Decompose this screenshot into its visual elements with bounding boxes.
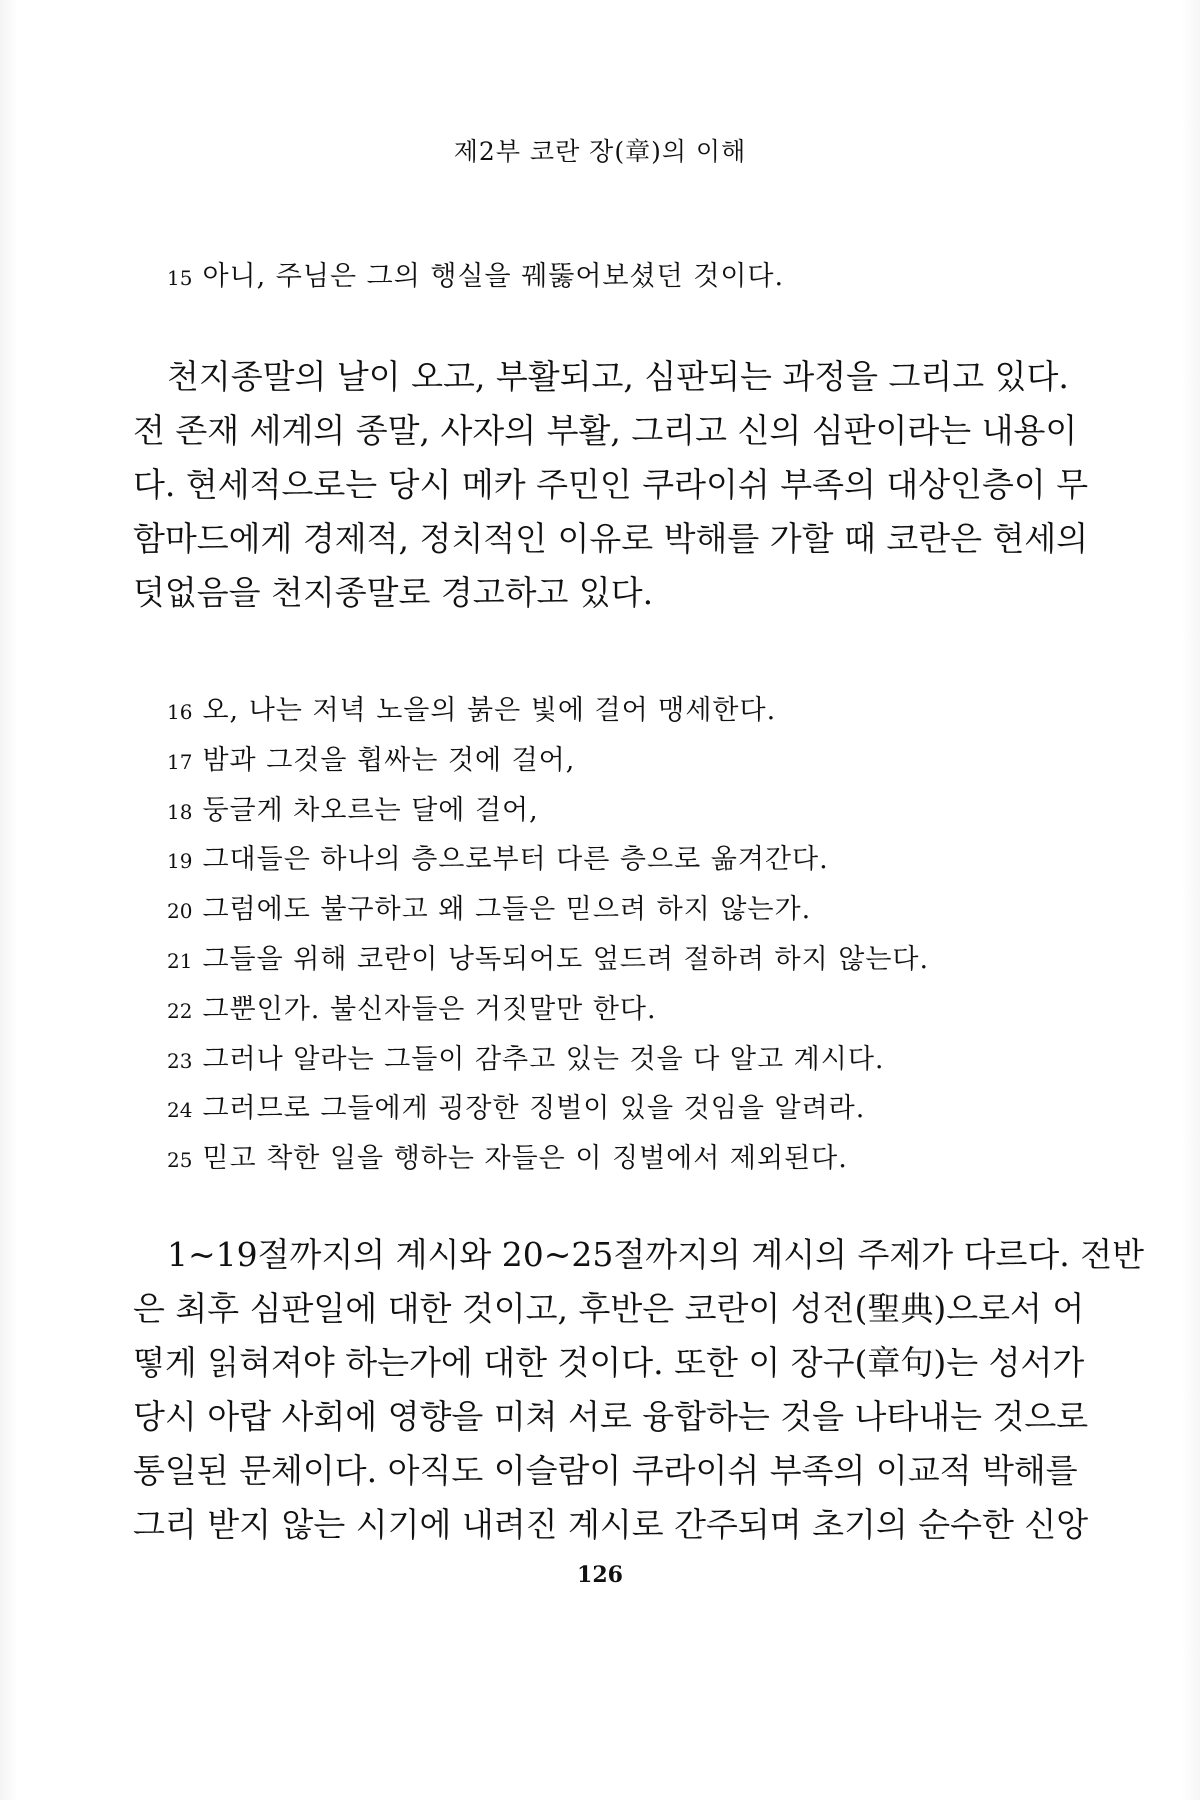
verse-text: 둥글게 차오르는 달에 걸어, — [202, 794, 539, 826]
verse-text: 그들을 위해 코란이 낭독되어도 엎드려 절하려 하지 않는다. — [202, 943, 930, 975]
verse-text: 밤과 그것을 휩싸는 것에 걸어, — [202, 744, 576, 776]
paragraph-line: 덧없음을 천지종말로 경고하고 있다. — [133, 573, 654, 612]
commentary-paragraph-1 — [133, 350, 1089, 620]
running-header: 제2부 코란 장(章)의 이해 — [453, 137, 747, 166]
verse-number: 18 — [167, 799, 193, 824]
verse-number: 25 — [167, 1148, 193, 1173]
verse-number: 19 — [167, 849, 193, 874]
verse-number: 23 — [167, 1048, 193, 1073]
verse-text: 믿고 착한 일을 행하는 자들은 이 징벌에서 제외된다. — [202, 1143, 848, 1175]
verse-line — [167, 935, 929, 985]
verse-line — [167, 1134, 929, 1184]
verse-text: 그럼에도 불구하고 왜 그들은 믿으려 하지 않는가. — [202, 894, 812, 926]
verse-number: 16 — [167, 700, 193, 724]
paragraph-line: 그리 받지 않는 시기에 내려진 계시로 간주되며 초기의 순수한 신앙 — [133, 1505, 1089, 1544]
verse-text: 오, 나는 저녁 노을의 붉은 빛에 걸어 맹세한다. — [202, 695, 777, 726]
page-number: 126 — [577, 1562, 623, 1588]
paragraph-line: 당시 아랍 사회에 영향을 미쳐 서로 융합하는 것을 나타내는 것으로 — [133, 1397, 1089, 1436]
paragraph-line: 은 최후 심판일에 대한 것이고, 후반은 코란이 성전(聖典)으로서 어 — [133, 1289, 1085, 1328]
verse-text: 그뿐인가. 불신자들은 거짓말만 한다. — [202, 993, 657, 1025]
paragraph-line: 통일된 문체이다. 아직도 이슬람이 쿠라이쉬 부족의 이교적 박해를 — [133, 1451, 1078, 1490]
verse-line — [167, 1084, 929, 1134]
commentary-paragraph-2 — [133, 1228, 1145, 1552]
verse-number: 15 — [167, 266, 193, 290]
verse-list — [167, 686, 929, 1184]
verse-line — [167, 1035, 929, 1085]
verse-number: 24 — [167, 1098, 193, 1123]
verse-number: 21 — [167, 948, 193, 973]
verse-text: 아니, 주님은 그의 행실을 꿰뚫어보셨던 것이다. — [202, 261, 785, 292]
paragraph-line: 떻게 읽혀져야 하는가에 대한 것이다. 또한 이 장구(章句)는 성서가 — [133, 1343, 1085, 1382]
paragraph-line: 1~19절까지의 계시와 20~25절까지의 계시의 주제가 다르다. 전반 — [167, 1235, 1145, 1274]
verse-line — [167, 786, 929, 836]
verse-line — [167, 885, 929, 935]
verse-line — [167, 686, 929, 736]
verse-text: 그대들은 하나의 층으로부터 다른 층으로 옮겨간다. — [202, 844, 829, 876]
verse-line — [167, 736, 929, 786]
paragraph-line: 함마드에게 경제적, 정치적인 이유로 박해를 가할 때 코란은 현세의 — [133, 519, 1089, 558]
verse-number: 20 — [167, 899, 193, 924]
paragraph-line: 전 존재 세계의 종말, 사자의 부활, 그리고 신의 심판이라는 내용이 — [133, 411, 1078, 450]
verse-text: 그러나 알라는 그들이 감추고 있는 것을 다 알고 계시다. — [202, 1043, 885, 1075]
verse-line — [167, 985, 929, 1035]
paragraph-line: 다. 현세적으로는 당시 메카 주민인 쿠라이쉬 부족의 대상인층이 무 — [133, 465, 1089, 504]
paragraph-line: 천지종말의 날이 오고, 부활되고, 심판되는 과정을 그리고 있다. — [167, 357, 1069, 396]
verse-text: 그러므로 그들에게 굉장한 징벌이 있을 것임을 알려라. — [202, 1093, 866, 1125]
verse-number: 22 — [167, 998, 193, 1023]
verse-line — [167, 835, 929, 885]
verse-15 — [167, 254, 784, 293]
verse-number: 17 — [167, 749, 193, 774]
